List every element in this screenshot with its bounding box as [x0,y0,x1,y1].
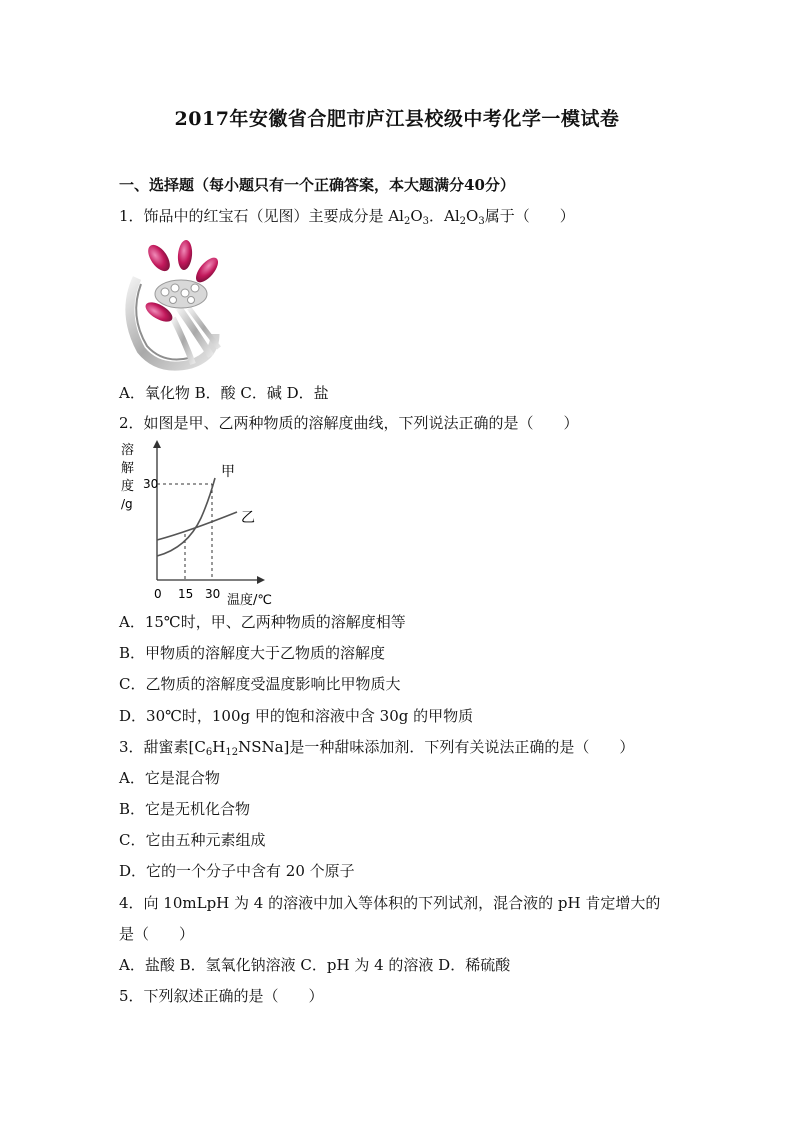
q1-stem-post: 属于（ ） [484,207,575,225]
q1-sub1: 2 [403,216,411,227]
page-title: 2017年安徽省合肥市庐江县校级中考化学一模试卷 [174,108,620,130]
q1-stem-pre: 1．饰品中的红宝石（见图）主要成分是 Al [119,207,404,225]
graph-x-label: 温度/℃ [227,593,272,608]
curve-jia [157,478,215,556]
q3-stem-post: NSNa]是一种甜味添加剂．下列有关说法正确的是（ ） [238,738,635,756]
graph-x-tick-15: 15 [178,587,194,601]
question-3-option-c: C．它由五种元素组成 [119,831,266,849]
q1-sub3: 2 [459,216,467,227]
graph-ylabel-2: 解 [121,461,135,476]
question-5-stem: 5．下列叙述正确的是（ ） [119,987,324,1005]
curve-label-jia: 甲 [221,464,235,480]
question-2-option-a: A．15℃时，甲、乙两种物质的溶解度相等 [119,613,406,631]
question-2-option-d: D．30℃时，100g 甲的饱和溶液中含 30g 的甲物质 [119,707,474,725]
graph-y-arrow [153,440,161,448]
question-3-stem [119,737,634,757]
graph-x-tick-0: 0 [154,587,162,601]
q1-mid3: O [466,207,479,225]
question-1-stem [119,206,575,226]
graph-x-arrow [257,576,265,584]
question-3-option-a: A．它是混合物 [119,769,220,787]
section-heading: 一、选择题（每小题只有一个正确答案，本大题满分40分） [119,176,515,194]
question-4-stem-line2: 是（ ） [119,925,195,943]
question-3-option-b: B．它是无机化合物 [119,800,251,818]
q3-stem-pre: 3．甜蜜素[C [119,738,206,756]
q3-sub1: 6 [205,747,213,758]
ruby-ring-image [119,238,229,373]
question-4-stem-line1: 4．向 10mLpH 为 4 的溶液中加入等体积的下列试剂，混合液的 pH 肯定增大的 [119,894,661,912]
q3-sub2: 12 [225,747,239,758]
question-4-options: A．盐酸 B．氢氧化钠溶液 C．pH 为 4 的溶液 D．稀硫酸 [119,956,511,974]
q1-mid1: O [410,207,423,225]
solubility-graph [117,438,277,608]
q1-sub2: 3 [422,216,430,227]
curve-label-yi: 乙 [241,510,255,526]
question-3-option-d: D．它的一个分子中含有 20 个原子 [119,862,355,880]
q3-mid1: H [212,738,226,756]
q1-mid2: ．Al [429,207,460,225]
question-1-options: A．氧化物 B．酸 C．碱 D．盐 [119,384,329,402]
graph-ylabel-4: /g [121,497,133,511]
graph-y-tick-30: 30 [143,477,159,491]
graph-x-tick-30: 30 [205,587,221,601]
question-2-stem: 2．如图是甲、乙两种物质的溶解度曲线，下列说法正确的是（ ） [119,414,579,432]
graph-ylabel-1: 溶 [121,443,135,458]
q1-sub4: 3 [478,216,485,227]
graph-ylabel-3: 度 [121,479,135,494]
question-2-option-c: C．乙物质的溶解度受温度影响比甲物质大 [119,675,401,693]
question-2-option-b: B．甲物质的溶解度大于乙物质的溶解度 [119,644,386,662]
